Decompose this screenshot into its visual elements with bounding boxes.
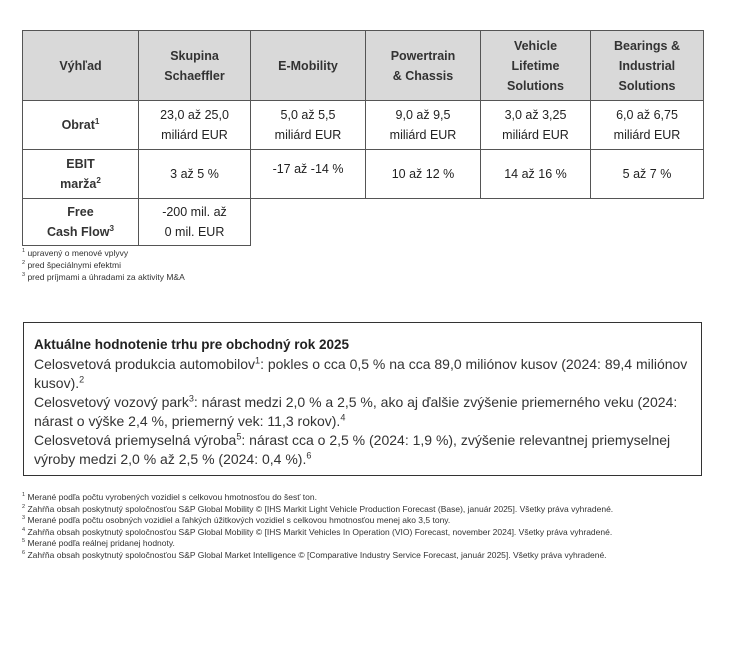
header-vehicle-lifetime: Vehicle Lifetime Solutions — [481, 31, 591, 101]
footnote: $^1$ Merané podľa počtu vyrobených vozidiel s celkovou hmotnosťou do šesť ton. — [22, 492, 317, 502]
cell-emobility: -17 až -14 % — [251, 150, 366, 199]
header-bearings: Bearings & Industrial Solutions — [591, 31, 704, 101]
header-powertrain: Powertrain & Chassis — [366, 31, 481, 101]
table-footnotes — [22, 247, 185, 283]
cell-vehicle-lifetime: 14 až 16 % — [481, 150, 591, 199]
row-label-ebit: EBIT marža$^2$ — [23, 150, 139, 199]
cell-bearings: 5 až 7 % — [591, 150, 704, 199]
footnote: $^3$ pred príjmami a úhradami za aktivity M&A — [22, 272, 185, 282]
market-footnotes — [22, 492, 712, 561]
footnote: $^2$ pred špeciálnymi efektmi — [22, 260, 121, 270]
footnote: $^4$ Zahŕňa obsah poskytnutý spoločnosťou S&P Global Mobility © [IHS Markit Vehicles In Operation (VIO) Forecast, november 2024]. Všetky práva vyhradené. — [22, 526, 613, 537]
footnote: $^6$ Zahŕňa obsah poskytnutý spoločnosťou S&P Global Market Intelligence © [Comparative Industry Service Forecast, január 2025]. Všetky práva vyhradené. — [22, 549, 607, 560]
row-revenue — [23, 101, 704, 150]
market-item: Celosvetová produkcia automobilov$^1$: pokles o cca 0,5 % na cca 89,0 miliónov kusov (2024: 89,4 miliónov kusov).$^2$ — [34, 355, 688, 391]
row-label-fcf: Free Cash Flow$^3$ — [23, 199, 139, 246]
cell-group: -200 mil. až 0 mil. EUR — [139, 199, 251, 246]
cell-group: 3 až 5 % — [139, 150, 251, 199]
header-group: Skupina Schaeffler — [139, 31, 251, 101]
footnote: $^3$ Merané podľa počtu osobných vozidiel a ľahkých úžitkových vozidiel s celkovou hmotnosťou menej ako 3,5 tony. — [22, 515, 451, 525]
header-emobility: E-Mobility — [251, 31, 366, 101]
header-outlook: Výhľad — [23, 31, 139, 101]
header-row — [23, 31, 704, 101]
footnote: $^2$ Zahŕňa obsah poskytnutý spoločnosťou S&P Global Mobility © [IHS Markit Light Vehicle Production Forecast (Base), január 2025]. Všetky práva vyhradené. — [22, 503, 614, 514]
market-item: Celosvetová priemyselná výroba$^5$: nárast cca o 2,5 % (2024: 1,9 %), zvýšenie relevantnej priemyselnej výroby medzi 2,0 % až 2,5 % (2024: 0,4 %).$^6$ — [34, 431, 671, 467]
footnote: $^5$ Merané podľa reálnej pridanej hodnoty. — [22, 538, 175, 548]
market-assessment-box — [23, 322, 702, 476]
row-ebit — [23, 150, 704, 199]
market-title: Aktuálne hodnotenie trhu pre obchodný rok 2025 — [34, 337, 350, 352]
cell-group: 23,0 až 25,0 miliárd EUR — [139, 101, 251, 150]
cell-vehicle-lifetime: 3,0 až 3,25 miliárd EUR — [481, 101, 591, 150]
cell-bearings: 6,0 až 6,75 miliárd EUR — [591, 101, 704, 150]
market-item: Celosvetový vozový park$^3$: nárast medzi 2,0 % a 2,5 %, ako aj ďalšie zvýšenie priemerného veku (2024: nárast o výške 2,4 %, priemerný vek: 11,3 rokov).$^4$ — [34, 393, 678, 429]
row-fcf — [23, 199, 704, 246]
cell-powertrain: 9,0 až 9,5 miliárd EUR — [366, 101, 481, 150]
outlook-table — [22, 30, 704, 246]
cell-powertrain: 10 až 12 % — [366, 150, 481, 199]
cell-emobility: 5,0 až 5,5 miliárd EUR — [251, 101, 366, 150]
footnote: $^1$ upravený o menové vplyvy — [22, 248, 129, 258]
row-label-revenue: Obrat$^1$ — [23, 101, 139, 150]
